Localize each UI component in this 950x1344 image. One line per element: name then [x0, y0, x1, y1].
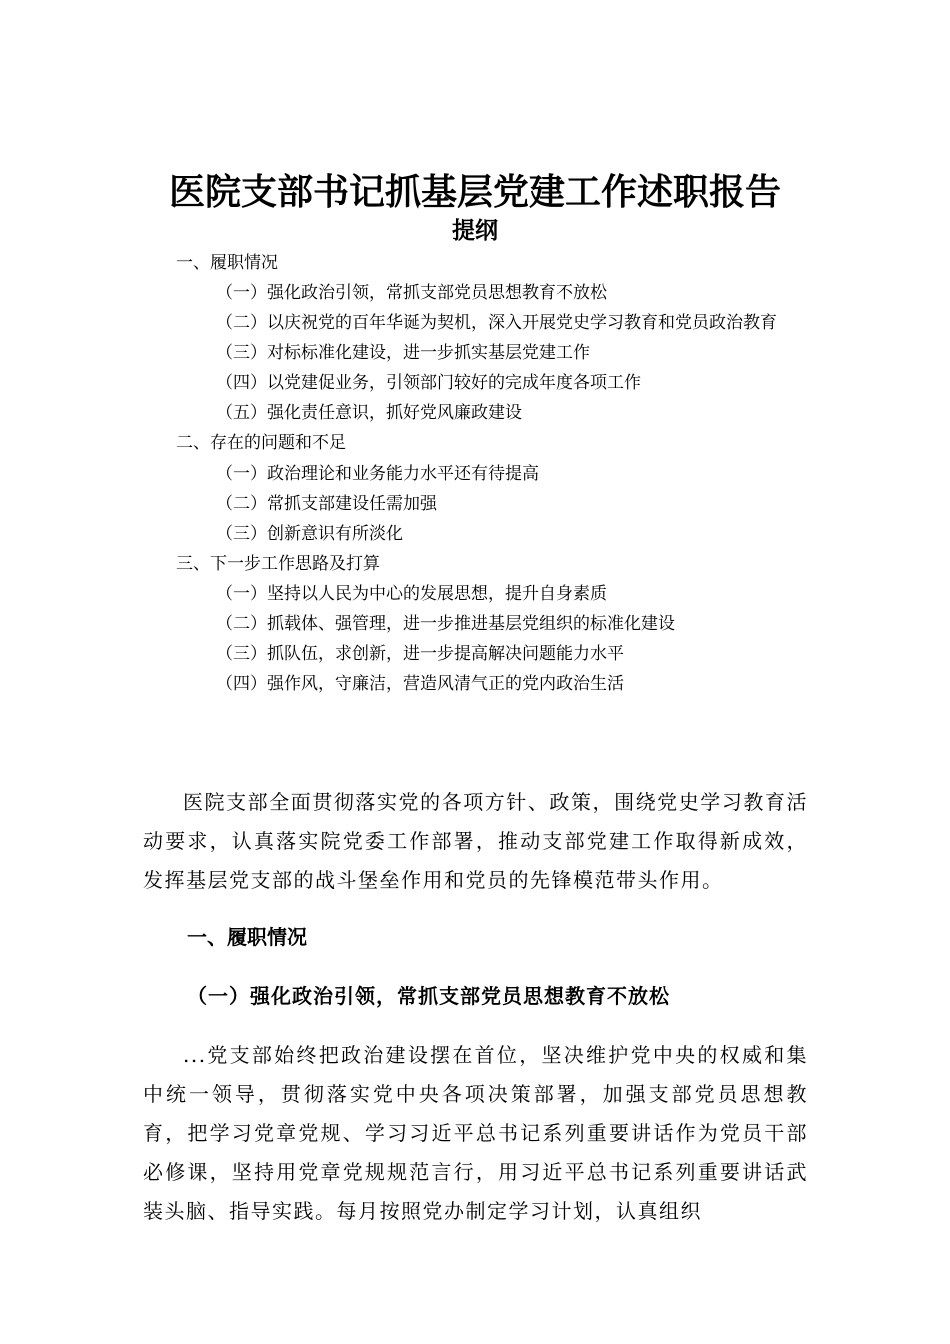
outline-item: （二）常抓支部建设任需加强 — [216, 493, 437, 514]
outline-item: 二、存在的问题和不足 — [176, 433, 346, 454]
outline-list — [176, 248, 826, 699]
section-heading-block — [143, 922, 808, 952]
outline-item: （一）政治理论和业务能力水平还有待提高 — [216, 463, 539, 484]
outline-item: （二）以庆祝党的百年华诞为契机，深入开展党史学习教育和党员政治教育 — [216, 313, 777, 334]
outline-item: （三）创新意识有所淡化 — [216, 523, 403, 544]
outline-item: （四）强作风，守廉洁，营造风清气正的党内政治生活 — [216, 674, 624, 695]
outline-item: （五）强化责任意识，抓好党风廉政建设 — [216, 403, 522, 424]
subsection-heading: （一）强化政治引领，常抓支部党员思想教育不放松 — [187, 984, 670, 1008]
subsection-heading-block — [143, 981, 808, 1011]
outline-item: （四）以党建促业务，引领部门较好的完成年度各项工作 — [216, 373, 641, 394]
document-subtitle: 提纲 — [452, 218, 498, 244]
document-title: 医院支部书记抓基层党建工作述职报告 — [168, 172, 781, 213]
intro-paragraph-block — [143, 783, 808, 900]
outline-item: （三）抓队伍，求创新，进一步提高解决问题能力水平 — [216, 644, 624, 665]
intro-paragraph: 医院支部全面贯彻落实党的各项方针、政策，围绕党史学习教育活动要求，认真落实院党委工作部署，推动支部党建工作取得新成效，发挥基层党支部的战斗堡垒作用和党员的先锋模范带头作用。 — [143, 790, 808, 892]
outline-item: （一）坚持以人民为中心的发展思想，提升自身素质 — [216, 584, 607, 605]
outline-item: （一）强化政治引领，常抓支部党员思想教育不放松 — [216, 283, 607, 304]
body-paragraph-block — [143, 1036, 808, 1231]
outline-item: 三、下一步工作思路及打算 — [176, 553, 380, 574]
outline-item: （三）对标标准化建设，进一步抓实基层党建工作 — [216, 343, 590, 364]
outline-item: （二）抓载体、强管理，进一步推进基层党组织的标准化建设 — [216, 614, 675, 635]
body-paragraph: ...党支部始终把政治建设摆在首位，坚决维护党中央的权威和集中统一领导，贯彻落实党中央各项决策部署，加强支部党员思想教育，把学习党章党规、学习习近平总书记系列重要讲话作为党员干部必修课，坚持用党章党规规范言行，用习近平总书记系列重要讲话武装头脑、指导实践。每月按照党办制定学习计划，认真组织 — [143, 1043, 808, 1223]
section-heading: 一、履职情况 — [187, 925, 307, 949]
outline-item: 一、履职情况 — [176, 253, 278, 273]
